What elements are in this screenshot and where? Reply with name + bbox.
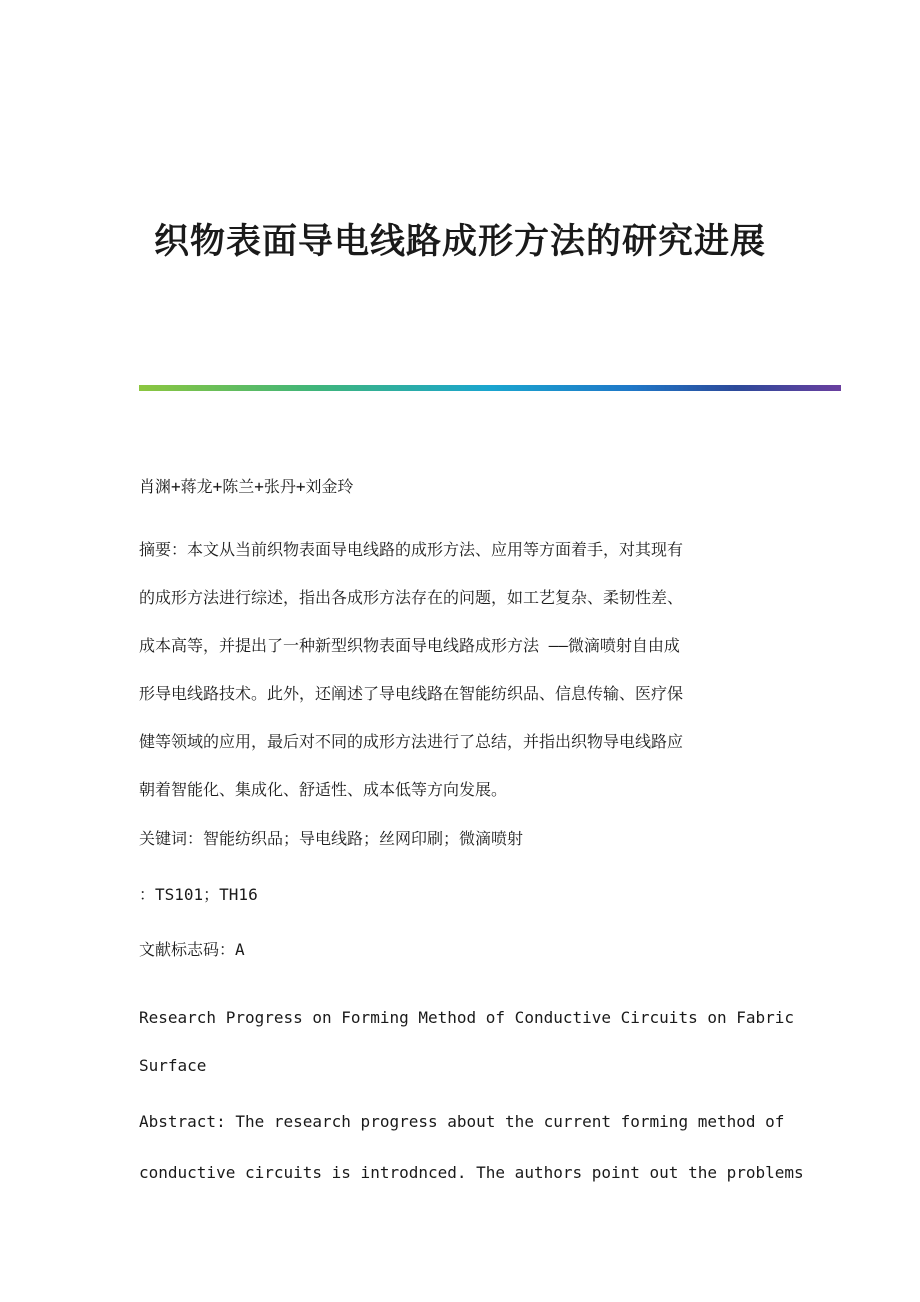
english-title bbox=[139, 994, 795, 1090]
abstract-cn-line: 摘要：本文从当前织物表面导电线路的成形方法、应用等方面着手，对其现有 bbox=[139, 540, 684, 559]
title-divider bbox=[139, 385, 841, 391]
abstract-cn-line: 朝着智能化、集成化、舒适性、成本低等方向发展。 bbox=[139, 780, 508, 799]
abstract-cn-line: 健等领域的应用，最后对不同的成形方法进行了总结，并指出织物导电线路应 bbox=[139, 732, 684, 751]
english-abstract-line: Abstract: The research progress about the current forming method of bbox=[139, 1112, 785, 1131]
english-title-line: Research Progress on Forming Method of Conductive Circuits on Fabric bbox=[139, 1008, 795, 1027]
abstract-cn-line: 成本高等，并提出了一种新型织物表面导电线路成形方法 ——微滴喷射自由成 bbox=[139, 636, 680, 655]
abstract-cn-line: 的成形方法进行综述，指出各成形方法存在的问题，如工艺复杂、柔韧性差、 bbox=[139, 588, 684, 607]
authors: 肖渊+蒋龙+陈兰+张丹+刘金玲 bbox=[139, 477, 354, 496]
document-code: 文献标志码：A bbox=[139, 940, 245, 959]
english-abstract bbox=[139, 1096, 804, 1198]
abstract-cn-line: 形导电线路技术。此外，还阐述了导电线路在智能纺织品、信息传输、医疗保 bbox=[139, 684, 684, 703]
abstract-cn bbox=[139, 526, 784, 814]
document-title: 织物表面导电线路成形方法的研究进展 bbox=[153, 221, 766, 262]
classification-number: ：TS101；TH16 bbox=[139, 885, 258, 904]
english-title-line: Surface bbox=[139, 1056, 207, 1075]
keywords: 关键词：智能纺织品；导电线路；丝网印刷；微滴喷射 bbox=[139, 829, 524, 848]
english-abstract-line: conductive circuits is introdnced. The authors point out the problems bbox=[139, 1163, 804, 1182]
